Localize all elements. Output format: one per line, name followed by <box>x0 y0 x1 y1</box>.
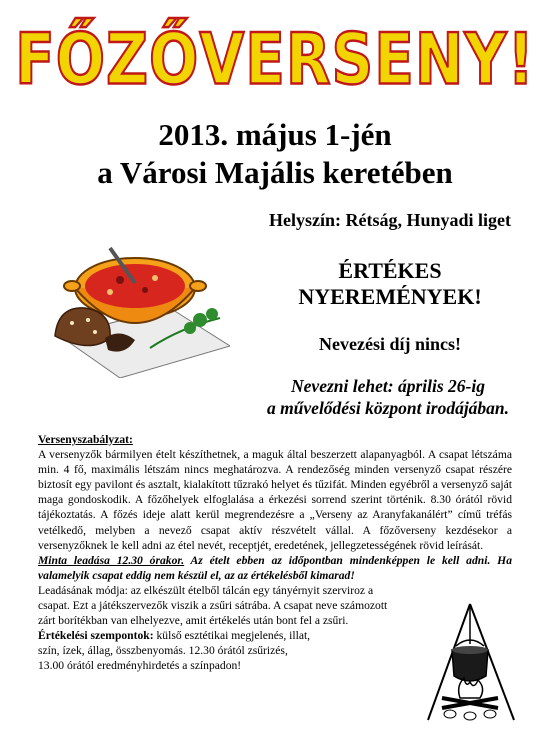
prizes-line-1: ÉRTÉKES <box>338 258 442 283</box>
rules-heading: Versenyszabályzat: <box>38 433 133 446</box>
deadline-block <box>233 375 543 419</box>
location: Helyszín: Rétság, Hunyadi liget <box>269 210 511 230</box>
prizes-block <box>240 258 540 310</box>
criteria-line-1 <box>38 628 418 643</box>
criteria-line-3: 13.00 órától eredményhirdetés a színpadon! <box>38 659 242 673</box>
sample-submission-label: Minta leadása 12.30 órakor. <box>38 553 185 567</box>
criteria-text: külső esztétikai megjelenés, illat, <box>153 629 311 643</box>
event-context: a Városi Majális keretében <box>97 155 453 190</box>
submission-line-1: Leadásának módja: az elkészült ételből tálcán egy tányérnyit szerviroz a <box>38 583 374 597</box>
submission-line-3: zárt borítékban van elhelyezve, amit értékelés után bont fel a zsűri. <box>38 614 349 628</box>
poster-title-wrap <box>0 17 550 101</box>
sample-submission <box>38 553 512 583</box>
poster-title: FŐZŐVERSENY! <box>15 17 535 101</box>
deadline-line-1: Nevezni lehet: április 26-ig <box>291 376 485 396</box>
prizes-line-2: NYEREMÉNYEK! <box>298 284 482 309</box>
sample-submission-text: Az ételt ebben az időpontban mindenképpen le kell adni. Ha valamelyik csapat eddig nem készül el, az az értékelésből kimarad! <box>38 553 512 582</box>
soup-bowl-image <box>50 228 230 378</box>
event-date: 2013. május 1-jén <box>158 117 392 152</box>
submission-line-2: csapat. Ezt a játékszervezők viszik a zsűri sátrába. A csapat neve számozott <box>38 599 388 613</box>
deadline-line-2: a művelődési központ irodájában. <box>266 398 510 418</box>
entry-fee: Nevezési díj nincs! <box>319 334 461 354</box>
criteria-label: Értékelési szempontok: <box>38 629 154 643</box>
rules-body: A versenyzők bármilyen ételt készíthetnek, a maguk által beszerzett alapanyagból. A csapat létszáma min. 4 fő, maximális létszám nincs meghatározva. A rendezőség minden versenyző csapat részére biztosít egy pavilont és asztalt, kialakított tűzrakó helyet és tűzifát. Minden egyébről a versenyző saját maga gondoskodik. A főzőhelyek elfoglalása a érkezési sorrend szerint történik. 8.30 órától rövid tájékoztatás. A főzés ideje alatt kerül megrendezésre a „Verseny az Aranyfakanálért” című tréfás vetélkedő, melyben a nevező csapat aktív részvételt vállal. A főzőverseny kezdésekor a versenyzőknek le kell adni az étel nevét, receptjét, eredetének, jellegzetességének rövid leírását. <box>38 448 512 552</box>
criteria-line-2: szín, ízek, állag, összbenyomás. 12.30 órától zsűrizés, <box>38 644 288 658</box>
rules-lower <box>38 583 418 674</box>
kettle-campfire-image <box>420 602 520 724</box>
event-date-block <box>0 116 550 192</box>
